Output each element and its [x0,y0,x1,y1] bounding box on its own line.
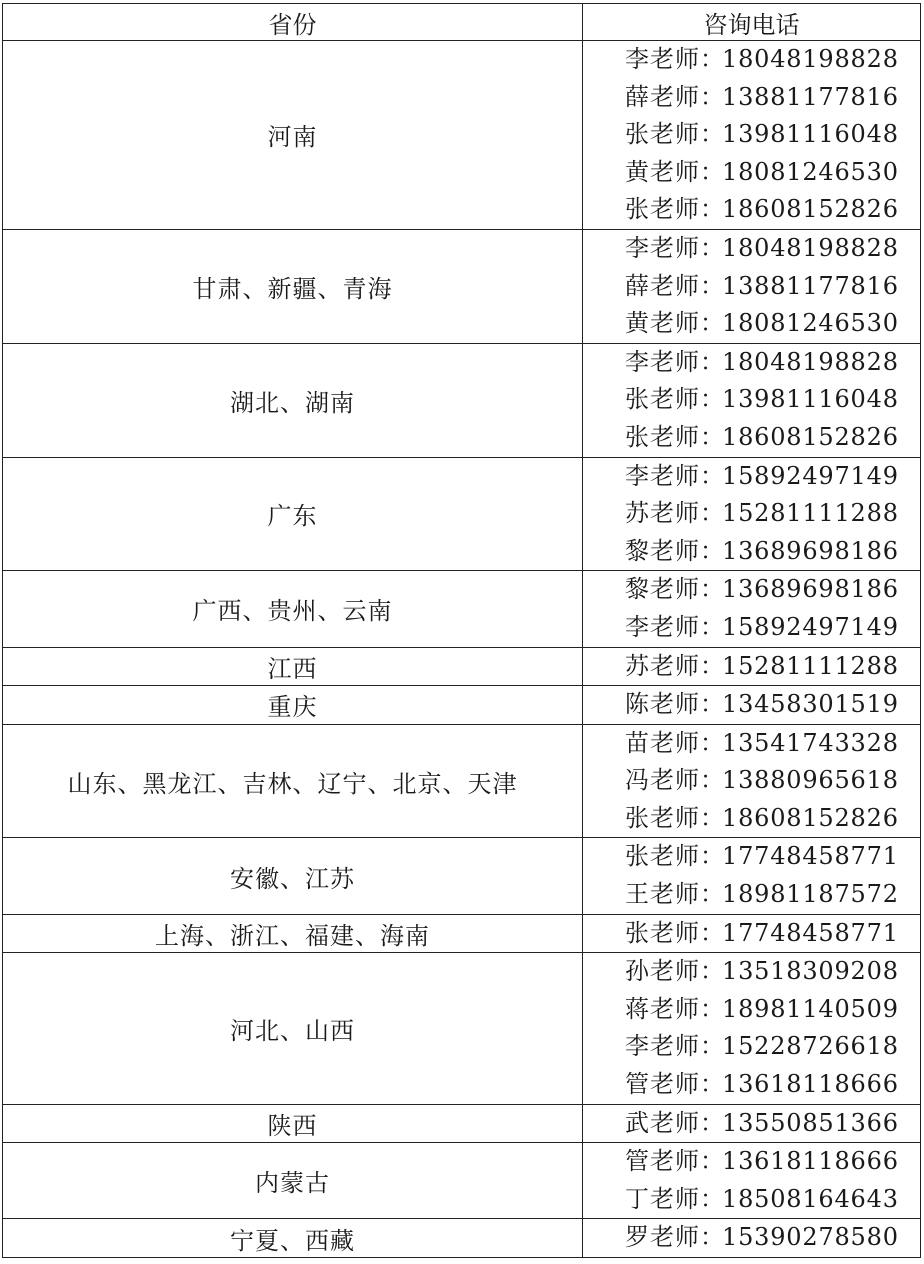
contact-entry [583,876,920,914]
teacher-name: 李老师 [625,45,700,73]
province-cell: 上海、浙江、福建、海南 [3,914,583,953]
teacher-name: 李老师 [625,347,700,376]
phone-number: 13880965618 [722,766,899,795]
name-phone-separator: ： [700,385,724,414]
contact-entry [583,41,920,79]
contact-entry [583,305,920,343]
teacher-name: 黄老师 [625,309,700,338]
phone-cell [583,686,921,725]
teacher-name: 管老师 [625,1070,700,1099]
contact-entry [583,381,920,419]
contact-entry [583,533,920,571]
contact-entry [583,725,920,763]
phone-number: 13518309208 [722,957,899,986]
teacher-name: 苏老师 [625,499,700,528]
contact-entry [583,571,920,609]
phone-number: 13618118666 [722,1070,899,1099]
phone-number: 13881177816 [722,271,899,300]
phone-number: 15892497149 [722,461,899,490]
phone-number: 13550851366 [722,1108,899,1137]
contact-entry [583,800,920,838]
table-row [3,343,921,457]
province-cell: 重庆 [3,686,583,725]
contact-table [2,3,921,1258]
contact-entry [583,686,920,724]
name-phone-separator: ： [700,612,724,641]
province-cell: 河北、山西 [3,953,583,1104]
province-cell: 河南 [3,41,583,230]
teacher-name: 罗老师 [625,1223,700,1252]
contact-entry [583,191,920,229]
name-phone-separator: ： [700,499,724,528]
contact-entry [583,762,920,800]
phone-number: 18081246530 [722,309,899,338]
phone-cell [583,647,921,686]
phone-cell [583,1143,921,1219]
phone-cell [583,914,921,953]
name-phone-separator: ： [700,766,724,795]
name-phone-separator: ： [700,1070,724,1099]
teacher-name: 丁老师 [625,1184,700,1213]
header-row [3,4,921,41]
name-phone-separator: ： [700,1223,724,1252]
contact-entry [583,838,920,876]
phone-number: 18048198828 [722,233,899,262]
teacher-name: 管老师 [625,1147,700,1176]
contact-entry [583,344,920,382]
phone-number: 18608152826 [722,195,899,224]
contact-entry [583,1143,920,1181]
teacher-name: 陈老师 [625,690,700,719]
teacher-name: 张老师 [625,195,700,224]
phone-number: 13618118666 [722,1147,899,1176]
name-phone-separator: ： [700,45,724,73]
teacher-name: 苏老师 [625,651,700,680]
table-row [3,229,921,343]
province-cell: 广东 [3,457,583,571]
contact-entry [583,915,920,953]
table-row [3,686,921,725]
phone-number: 15281111288 [722,651,899,680]
name-phone-separator: ： [700,728,724,757]
province-cell: 广西、贵州、云南 [3,571,583,647]
contact-entry [583,648,920,686]
name-phone-separator: ： [700,309,724,338]
phone-number: 13981116048 [722,385,899,414]
province-cell: 甘肃、新疆、青海 [3,229,583,343]
province-cell: 宁夏、西藏 [3,1219,583,1258]
contact-entry [583,495,920,533]
teacher-name: 苗老师 [625,728,700,757]
phone-number: 15390278580 [722,1223,899,1252]
name-phone-separator: ： [700,1147,724,1176]
phone-number: 15892497149 [722,612,899,641]
contact-entry [583,154,920,192]
table-body [3,41,921,1258]
phone-cell [583,457,921,571]
teacher-name: 黎老师 [625,536,700,565]
table-row [3,647,921,686]
phone-number: 17748458771 [722,918,899,947]
phone-number: 13541743328 [722,728,899,757]
phone-cell [583,1219,921,1258]
name-phone-separator: ： [700,233,724,262]
contact-entry [583,79,920,117]
name-phone-separator: ： [700,195,724,224]
contact-entry [583,268,920,306]
name-phone-separator: ： [700,422,724,451]
phone-cell [583,343,921,457]
contact-entry [583,1028,920,1066]
name-phone-separator: ： [700,120,724,149]
phone-cell [583,229,921,343]
contact-entry [583,953,920,991]
teacher-name: 张老师 [625,803,700,832]
name-phone-separator: ： [700,957,724,986]
name-phone-separator: ： [700,575,724,604]
province-cell: 山东、黑龙江、吉林、辽宁、北京、天津 [3,724,583,838]
phone-header: 咨询电话 [583,4,921,41]
name-phone-separator: ： [700,690,724,719]
province-cell: 江西 [3,647,583,686]
teacher-name: 张老师 [625,422,700,451]
name-phone-separator: ： [700,157,724,186]
contact-entry [583,230,920,268]
teacher-name: 薛老师 [625,82,700,111]
table-row [3,1104,921,1143]
contact-entry [583,458,920,496]
teacher-name: 李老师 [625,461,700,490]
phone-number: 18981140509 [722,994,899,1023]
name-phone-separator: ： [700,651,724,680]
phone-cell [583,1104,921,1143]
phone-number: 15281111288 [722,499,899,528]
contact-entry [583,1105,920,1143]
table-row [3,41,921,230]
province-cell: 安徽、江苏 [3,838,583,914]
phone-number: 18048198828 [722,347,899,376]
teacher-name: 薛老师 [625,271,700,300]
teacher-name: 张老师 [625,918,700,947]
phone-number: 13458301519 [722,690,899,719]
teacher-name: 冯老师 [625,766,700,795]
table-row [3,914,921,953]
phone-number: 13881177816 [722,82,899,111]
name-phone-separator: ： [700,1184,724,1213]
name-phone-separator: ： [700,347,724,376]
teacher-name: 李老师 [625,612,700,641]
contact-entry [583,116,920,154]
contact-entry [583,991,920,1029]
name-phone-separator: ： [700,994,724,1023]
name-phone-separator: ： [700,1032,724,1061]
teacher-name: 张老师 [625,385,700,414]
name-phone-separator: ： [700,271,724,300]
table-header [3,4,921,41]
phone-number: 18608152826 [722,422,899,451]
contact-entry [583,1066,920,1104]
name-phone-separator: ： [700,842,724,871]
phone-number: 13689698186 [722,575,899,604]
teacher-name: 王老师 [625,880,700,909]
province-cell: 陕西 [3,1104,583,1143]
phone-cell [583,571,921,647]
table-row [3,838,921,914]
contact-entry [583,609,920,647]
name-phone-separator: ： [700,918,724,947]
name-phone-separator: ： [700,880,724,909]
contact-entry [583,419,920,457]
province-header: 省份 [3,4,583,41]
phone-number: 18608152826 [722,803,899,832]
teacher-name: 蒋老师 [625,994,700,1023]
phone-number: 17748458771 [722,842,899,871]
name-phone-separator: ： [700,82,724,111]
phone-number: 15228726618 [722,1032,899,1061]
phone-number: 18981187572 [722,880,899,909]
teacher-name: 李老师 [625,1032,700,1061]
phone-number: 18508164643 [722,1184,899,1213]
teacher-name: 黄老师 [625,157,700,186]
table-row [3,724,921,838]
phone-cell [583,838,921,914]
teacher-name: 黎老师 [625,575,700,604]
table-row [3,457,921,571]
phone-cell [583,724,921,838]
table-row [3,953,921,1104]
province-cell: 湖北、湖南 [3,343,583,457]
contact-entry [583,1219,920,1257]
teacher-name: 武老师 [625,1108,700,1137]
phone-cell [583,41,921,230]
name-phone-separator: ： [700,1108,724,1137]
contact-entry [583,1181,920,1219]
phone-number: 18048198828 [722,45,899,73]
phone-number: 13689698186 [722,536,899,565]
table-row [3,571,921,647]
name-phone-separator: ： [700,536,724,565]
teacher-name: 孙老师 [625,957,700,986]
phone-number: 18081246530 [722,157,899,186]
teacher-name: 李老师 [625,233,700,262]
province-cell: 内蒙古 [3,1143,583,1219]
name-phone-separator: ： [700,803,724,832]
table-row [3,1143,921,1219]
phone-cell [583,953,921,1104]
phone-number: 13981116048 [722,120,899,149]
teacher-name: 张老师 [625,120,700,149]
table-row [3,1219,921,1258]
teacher-name: 张老师 [625,842,700,871]
name-phone-separator: ： [700,461,724,490]
